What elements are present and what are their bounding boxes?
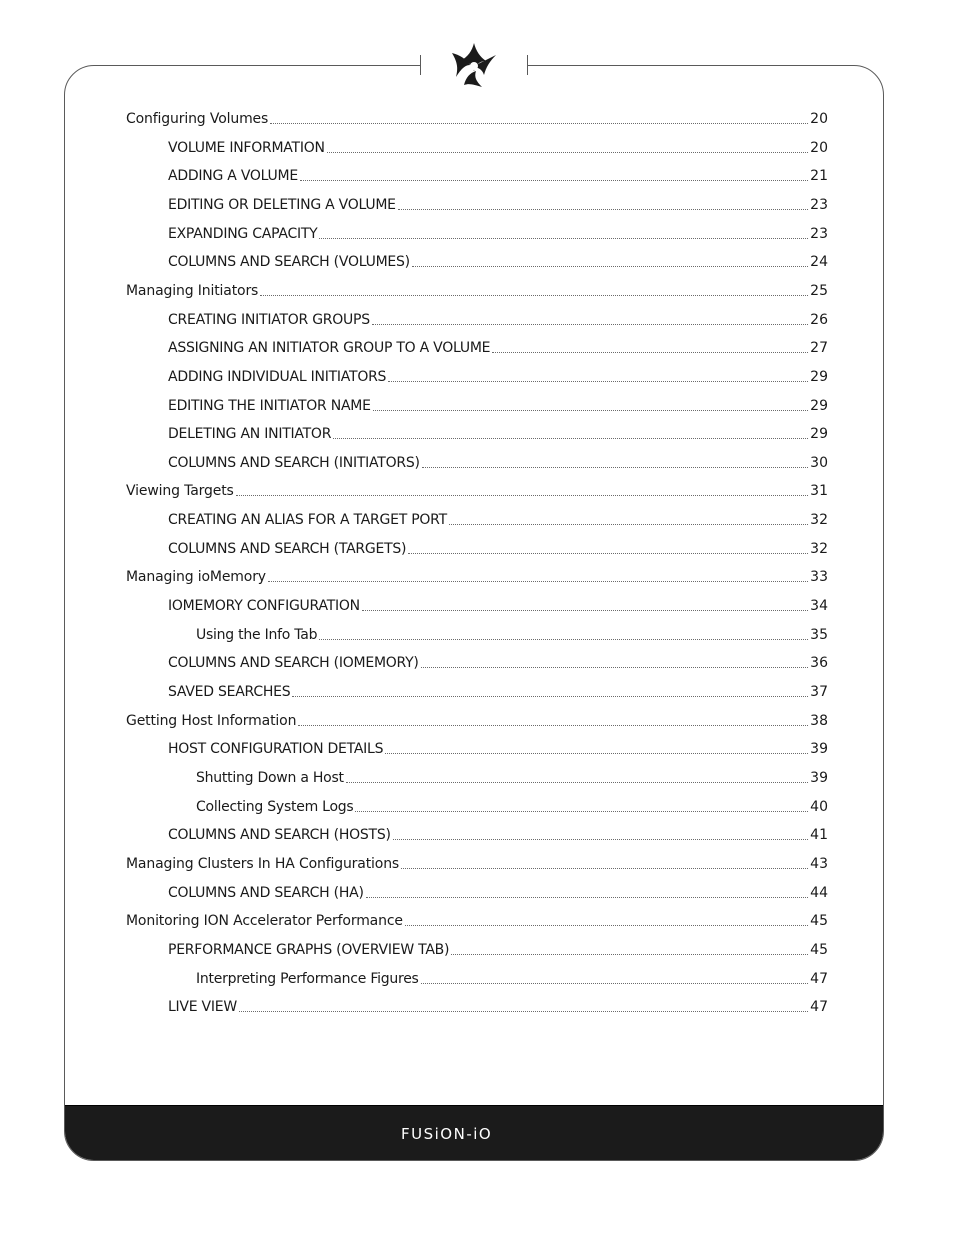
toc-entry[interactable] xyxy=(168,307,828,329)
toc-entry-page-number: 31 xyxy=(810,483,828,500)
toc-entry-page-number: 44 xyxy=(810,884,828,901)
toc-entry[interactable] xyxy=(126,908,828,930)
toc-entry[interactable] xyxy=(168,335,828,357)
toc-entry-title: PERFORMANCE GRAPHS (OVERVIEW TAB) xyxy=(168,941,450,958)
toc-entry-title: ADDING INDIVIDUAL INITIATORS xyxy=(168,368,387,385)
toc-dot-leader xyxy=(388,381,808,382)
toc-dot-leader xyxy=(327,152,808,153)
toc-dot-leader xyxy=(408,553,808,554)
toc-entry-title: COLUMNS AND SEARCH (HOSTS) xyxy=(168,827,391,844)
toc-dot-leader xyxy=(268,581,808,582)
toc-entry-page-number: 37 xyxy=(810,684,828,700)
toc-entry-page-number: 43 xyxy=(810,855,828,872)
toc-entry-title: EDITING OR DELETING A VOLUME xyxy=(168,196,396,213)
fusion-io-logo xyxy=(401,1124,551,1144)
toc-dot-leader xyxy=(270,123,808,124)
toc-dot-leader xyxy=(398,209,808,210)
toc-entry-page-number: 29 xyxy=(810,426,828,443)
toc-entry-title: Interpreting Performance Figures xyxy=(196,970,419,987)
toc-entry-page-number: 24 xyxy=(810,254,828,271)
toc-dot-leader xyxy=(333,438,808,439)
toc-dot-leader xyxy=(298,725,808,726)
toc-dot-leader xyxy=(372,324,808,325)
toc-entry-title: COLUMNS AND SEARCH (IOMEMORY) xyxy=(168,655,419,672)
toc-dot-leader xyxy=(260,295,808,296)
toc-dot-leader xyxy=(236,495,808,496)
toc-entry-title: Configuring Volumes xyxy=(126,111,269,127)
toc-entry-page-number: 23 xyxy=(810,225,828,242)
toc-entry[interactable] xyxy=(168,736,828,758)
toc-entry-title: COLUMNS AND SEARCH (VOLUMES) xyxy=(168,254,410,271)
toc-entry-page-number: 33 xyxy=(810,569,828,586)
toc-dot-leader xyxy=(355,811,808,812)
toc-entry-title: COLUMNS AND SEARCH (INITIATORS) xyxy=(168,454,420,471)
toc-entry-page-number: 39 xyxy=(810,769,828,786)
toc-entry-title: EDITING THE INITIATOR NAME xyxy=(168,397,371,414)
toc-dot-leader xyxy=(385,753,808,754)
toc-entry-title: CREATING AN ALIAS FOR A TARGET PORT xyxy=(168,512,447,529)
toc-entry-page-number: 32 xyxy=(810,540,828,557)
toc-dot-leader xyxy=(300,180,808,181)
toc-entry-page-number: 25 xyxy=(810,282,828,299)
toc-dot-leader xyxy=(422,467,809,468)
toc-entry-title: Viewing Targets xyxy=(126,483,234,500)
toc-entry[interactable] xyxy=(168,393,828,415)
toc-entry[interactable] xyxy=(168,937,828,959)
toc-dot-leader xyxy=(405,925,808,926)
toc-entry[interactable] xyxy=(168,880,828,902)
toc-entry[interactable] xyxy=(168,450,828,472)
toc-entry-title: Managing Clusters In HA Configurations xyxy=(126,855,400,872)
toc-entry-title: Managing Initiators xyxy=(126,282,259,299)
toc-entry[interactable] xyxy=(168,994,828,1016)
toc-dot-leader xyxy=(401,868,808,869)
toc-entry-title: IOMEMORY CONFIGURATION xyxy=(168,598,360,615)
fusion-io-star-logo-icon xyxy=(446,41,502,89)
toc-entry-page-number: 47 xyxy=(810,970,828,987)
toc-entry-page-number: 20 xyxy=(810,139,828,156)
toc-entry-title: Shutting Down a Host xyxy=(196,769,344,786)
toc-dot-leader xyxy=(412,266,808,267)
toc-dot-leader xyxy=(366,897,808,898)
toc-entry-page-number: 27 xyxy=(810,340,828,357)
toc-entry-page-number: 29 xyxy=(810,368,828,385)
toc-dot-leader xyxy=(319,238,808,239)
toc-entry[interactable] xyxy=(126,106,828,128)
toc-entry-title: Collecting System Logs xyxy=(196,798,354,815)
toc-entry-page-number: 32 xyxy=(810,512,828,529)
toc-dot-leader xyxy=(373,410,808,411)
toc-entry[interactable] xyxy=(196,622,828,644)
toc-dot-leader xyxy=(492,352,808,353)
toc-entry[interactable] xyxy=(196,966,828,988)
toc-entry-title: COLUMNS AND SEARCH (HA) xyxy=(168,884,364,901)
toc-entry-page-number: 26 xyxy=(810,311,828,328)
toc-entry-page-number: 47 xyxy=(810,999,828,1016)
toc-entry-page-number: 29 xyxy=(810,397,828,414)
toc-entry[interactable] xyxy=(126,478,828,500)
toc-entry[interactable] xyxy=(126,564,828,586)
toc-entry-title: DELETING AN INITIATOR xyxy=(168,426,332,443)
toc-entry-page-number: 35 xyxy=(810,626,828,643)
toc-entry-page-number: 36 xyxy=(810,655,828,672)
toc-dot-leader xyxy=(421,667,809,668)
toc-entry-page-number: 20 xyxy=(810,111,828,127)
toc-entry-page-number: 41 xyxy=(810,827,828,844)
toc-entry-page-number: 34 xyxy=(810,598,828,615)
toc-entry[interactable] xyxy=(168,421,828,443)
toc-entry[interactable] xyxy=(126,708,828,730)
toc-entry[interactable] xyxy=(168,679,828,701)
toc-entry-page-number: 40 xyxy=(810,798,828,815)
footer-band xyxy=(65,1105,883,1160)
toc-entry-page-number: 39 xyxy=(810,741,828,758)
toc-dot-leader xyxy=(319,639,808,640)
toc-entry-page-number: 21 xyxy=(810,168,828,185)
toc-dot-leader xyxy=(451,954,808,955)
toc-entry-title: Monitoring ION Accelerator Performance xyxy=(126,913,403,930)
toc-entry[interactable] xyxy=(126,851,828,873)
toc-dot-leader xyxy=(346,782,808,783)
toc-entry[interactable] xyxy=(168,507,828,529)
toc-dot-leader xyxy=(449,524,808,525)
toc-entry-title: Getting Host Information xyxy=(126,712,297,729)
toc-entry[interactable] xyxy=(168,221,828,243)
toc-entry[interactable] xyxy=(168,593,828,615)
toc-entry-title: HOST CONFIGURATION DETAILS xyxy=(168,741,384,758)
toc-entry[interactable] xyxy=(168,135,828,157)
toc-entry[interactable] xyxy=(168,364,828,386)
toc-entry-title: LIVE VIEW xyxy=(168,999,237,1016)
header-divider-left xyxy=(420,55,421,75)
toc-entry-title: CREATING INITIATOR GROUPS xyxy=(168,311,370,328)
toc-entry[interactable] xyxy=(168,163,828,185)
toc-entry-page-number: 30 xyxy=(810,454,828,471)
toc-entry[interactable] xyxy=(196,765,828,787)
svg-text:FUSiON-iO: FUSiON-iO xyxy=(401,1125,493,1143)
toc-entry-title: Using the Info Tab xyxy=(196,626,318,643)
toc-entry-page-number: 45 xyxy=(810,941,828,958)
toc-entry-title: ADDING A VOLUME xyxy=(168,168,298,185)
toc-entry-page-number: 38 xyxy=(810,712,828,729)
toc-entry[interactable] xyxy=(126,278,828,300)
toc-entry-title: Managing ioMemory xyxy=(126,569,266,586)
toc-entry-title: SAVED SEARCHES xyxy=(168,684,291,700)
toc-entry[interactable] xyxy=(168,249,828,271)
toc-entry-title: COLUMNS AND SEARCH (TARGETS) xyxy=(168,540,407,557)
header-divider-right xyxy=(527,55,528,75)
toc-dot-leader xyxy=(393,839,808,840)
toc-dot-leader xyxy=(421,983,809,984)
toc-entry[interactable] xyxy=(168,536,828,558)
toc-entry-title: VOLUME INFORMATION xyxy=(168,139,325,156)
toc-dot-leader xyxy=(362,610,808,611)
toc-dot-leader xyxy=(239,1011,808,1012)
toc-entry[interactable] xyxy=(196,794,828,816)
toc-dot-leader xyxy=(292,696,808,697)
toc-entry-title: ASSIGNING AN INITIATOR GROUP TO A VOLUME xyxy=(168,340,491,357)
toc-entry-page-number: 23 xyxy=(810,196,828,213)
toc-entry-title: EXPANDING CAPACITY xyxy=(168,225,318,242)
toc-entry[interactable] xyxy=(168,650,828,672)
toc-entry[interactable] xyxy=(168,822,828,844)
toc-entry[interactable] xyxy=(168,192,828,214)
toc-entry-page-number: 45 xyxy=(810,913,828,930)
